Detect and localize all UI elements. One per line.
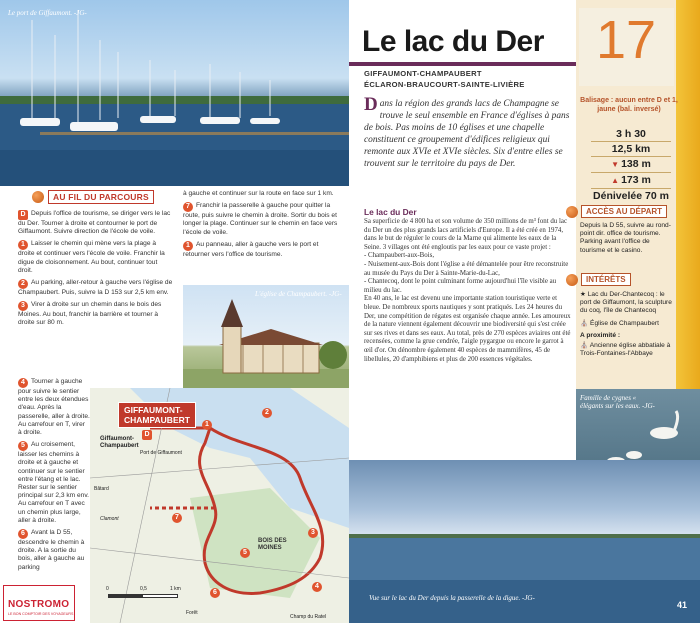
map-marker: D [142,430,152,440]
step-text: Au croisement, laisser les chemins à droite et à gauche et continuer sur le sentier entre l'étang et le lac. Rester sur le sentier principal sur 2,3 km env. Au carrefour en T avec un chemin plus large, aller à droite. [18,441,89,524]
step-text: Avant la D 55, descendre le chemin à droite. A la sortie du bois, aller à gauche au parking [18,529,85,571]
step-marker: 1 [18,240,28,250]
walk-steps-col2 [183,190,343,263]
interest-text: Lac du Der-Chantecoq : le port de Giffaumont, la sculpture du coq, l'île de Chantecoq [580,291,672,315]
triangle-down-icon: ▼ [611,160,620,169]
walk-section-title: AU FIL DU PARCOURS [48,190,154,204]
interest-header [566,273,631,286]
interest-item [580,342,675,358]
church-photo [183,285,349,388]
access-title: ACCÈS AU DÉPART [581,205,667,218]
interest-text: Ancienne église abbatiale à Trois-Fontaines-l'Abbaye [580,342,671,358]
church-icon: ⛪ [580,319,591,327]
map-title-line: GIFFAUMONT- [124,405,183,415]
walk-step [18,240,173,275]
map-place-label: Giffaumont-Champaubert [100,436,139,449]
map-scale-label: 1 km [170,586,181,592]
sidebar-color-strip [676,0,700,389]
distance: 12,5 km [611,143,651,155]
map-marker: 1 [202,420,212,430]
port-photo-caption: Le port de Giffaumont. -JG- [8,9,87,17]
logo-tagline: LE BON COMPTOIR DES VOYAGEURS [8,612,74,616]
interest-item [580,291,675,316]
map-place-label: Bâtard [94,486,109,492]
min-altitude-value: 138 m [621,158,651,170]
step-marker: 2 [18,279,28,289]
access-text: Depuis la D 55, suivre au rond-point dir. office de tourisme. Parking avant l'office de tourisme et le casino. [580,222,671,254]
walk-step [18,378,90,437]
step-text: Tourner à gauche pour suivre le sentier entre les deux étendues d'eau. Après la passerelle, aller à droite. Au carrefour en T, virer à droite. [18,378,90,437]
walk-step [18,279,173,297]
drop-cap: D [364,94,378,115]
port-photo [0,0,349,186]
step-marker: 5 [18,441,28,451]
subtitle-communes-1: GIFFAUMONT-CHAMPAUBERT [364,69,482,78]
step-marker: D [18,210,28,220]
page-title: Le lac du Der [362,25,544,58]
map-marker: 2 [262,408,272,418]
interest-text: Église de Champaubert [590,319,659,327]
body-list-item: - Nuisement-aux-Bois dont l'église a été démantelée pour être reconstruite au musée du Pays du Der à Sainte-Marie-du-Lac, [364,260,569,277]
page-number: 41 [677,600,688,610]
step-marker: 4 [18,378,28,388]
walk-step [18,529,90,572]
duration: 3 h 30 [616,128,646,140]
walk-step [18,301,173,327]
lake-photo [349,460,700,623]
body-paragraph: Sa superficie de 4 800 ha et son volume de 350 millions de m³ font du lac du Der un des plus grands lacs artificiels d'Europe. Il a été créé en 1974, dans le but de réguler le cours de la Marne qui alimente les eaux de la Seine. 3 villages ont été engloutis par les eaux pour ce vaste projet : [364,218,568,251]
walk-step [18,441,90,525]
map-place-label: Champ du Ratel [290,614,327,620]
max-altitude-value: 173 m [621,174,651,186]
step-marker: 6 [18,529,28,539]
church-photo-caption: L'église de Champaubert. -JG- [255,290,342,298]
church-illustration [183,285,349,388]
map-title [118,402,196,428]
triangle-up-icon: ▲ [611,176,620,185]
walk-step [18,210,173,236]
body-list-item: - Champaubert-aux-Bois, [364,252,435,260]
map-marker: 4 [312,582,322,592]
church-icon: ⛪ [580,342,590,350]
logo-name: NOSTROMO [8,599,70,610]
max-altitude [585,173,677,188]
article-body [364,218,572,364]
interest-list [580,291,675,358]
route-stats [585,127,677,203]
interest-title: INTÉRÊTS [581,273,631,286]
access-header [566,205,667,218]
section-heading: Le lac du Der [364,207,417,217]
lede-text: ans la région des grands lacs de Champagne se trouve le seul ensemble en France d'églises à pans de bois. Pas moins de 10 églises et une chapelle constituent ce groupement d'édifices religieux qui remonte aux XVIe et XVIe siècles. Six d'entre elles se trouvent sur le territoire du pays de Der. [364,99,570,170]
map-scale-label: 0 [106,586,109,592]
map-place-label: BOIS DES MOINES [258,538,287,551]
min-altitude [585,157,677,172]
lede-paragraph [364,94,572,171]
step-marker: 7 [183,202,193,212]
step-marker: 1 [183,241,193,251]
map-title-line: CHAMPAUBERT [124,415,190,425]
route-number: 17 [596,10,657,70]
map-place-label: Clamont [100,516,119,522]
body-list-item: - Chantecoq, dont le point culminant forme aujourd'hui l'île visible au milieu du lac. [364,278,557,294]
orange-ball-icon [566,206,578,218]
lake-photo-caption: Vue sur le lac du Der depuis la passerelle de la digue. -JG- [369,594,535,602]
step-marker: 3 [18,301,28,311]
map-marker: 7 [172,513,182,523]
swan-photo-caption: Famille de cygnes « élégants sur les eaux. -JG- [580,394,655,410]
body-paragraph: En 40 ans, le lac est devenu une importante station touristique verte et bleue. De nombreux sports nautiques y sont pratiqués. Les 24 heures du Der, une compétition de régates est organisée chaque année. Les amoureux de la nature viennent également découvrir une biodiversité qui s'est créée sur ses rives et dans ses eaux. Au total, près de 270 espèces aviaires ont été recensées, comme la grue cendrée, l'aigle pygargue ou encore le garrot à œil d'or. On dénombre également 40 espèces de mammifères, 45 de libellules, 20 d'amphibiens et plus de 200 essences végétales. [364,295,571,363]
walk-steps-col1-narrow [18,378,90,576]
walk-steps-col1 [18,210,173,332]
marina-illustration [0,0,349,186]
step-text: à gauche et continuer sur la route en face sur 1 km. [183,190,334,197]
interest-item [580,320,675,328]
star-icon: ★ [580,291,588,298]
elevation: Dénivelée 70 m [593,190,669,202]
step-text: Franchir la passerelle à gauche pour quitter la route, puis suivre le chemin à droite. Sortir du bois et longer la plage. Continuer sur le chemin en face vers l'école de voile. [183,202,338,236]
map-scale-label: 0,5 [140,586,147,592]
step-text: Laisser le chemin qui mène vers la plage à droite et continuer vers l'école de voile. Franchir la digue de cloisonnement. Au bout, continuer tout droit. [18,240,165,274]
walk-step [183,241,343,259]
map-scale-bar [108,594,178,598]
map-place-label: Forêt [186,610,198,616]
step-text: Virer à droite sur un chemin dans le bois des Moines. Au bout, franchir la barrière et tourner à droite sur 80 m. [18,301,162,327]
walk-step [183,202,343,237]
subtitle-communes-2: ÉCLARON-BRAUCOURT-SAINTE-LIVIÈRE [364,80,525,89]
walk-step [183,190,343,198]
nearby-label: A proximité : [580,331,621,339]
nostromo-logo [3,585,75,621]
map-marker: 6 [210,588,220,598]
orange-ball-icon [32,191,44,203]
orange-ball-icon [566,274,578,286]
title-underline [349,62,577,66]
map-marker: 3 [308,528,318,538]
map-place-label: Port de Giffaumont [140,450,182,456]
map-marker: 5 [240,548,250,558]
step-text: Au parking, aller-retour à gauche vers l'église de Champaubert. Puis, suivre la D 153 sur 2,5 km env. [18,279,173,297]
step-text: Depuis l'office de tourisme, se diriger vers le lac du Der. Tourner à droite et contourner le port de Giffaumont. Suivre direction de l'école de voile. [18,210,171,236]
step-text: Au panneau, aller à gauche vers le port et retourner vers l'office de tourisme. [183,240,319,258]
balisage-info: Balisage : aucun entre D et 1, jaune (bal. inversé) [580,97,678,113]
walk-section-header [32,190,154,204]
